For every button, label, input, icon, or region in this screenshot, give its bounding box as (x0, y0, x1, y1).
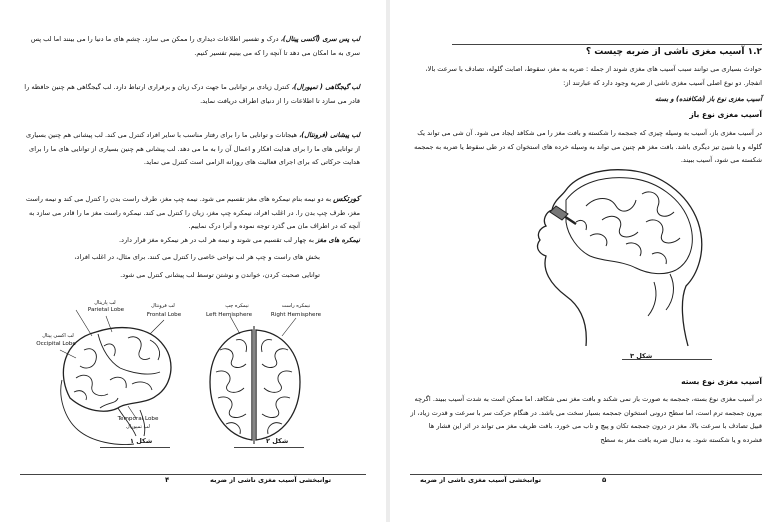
open-injury-title: آسیب مغزی نوع باز (689, 110, 762, 119)
figure-2-caption: شکل ۲ (266, 437, 289, 445)
label-occipital: Occipital Lobe (36, 341, 76, 347)
figure-3-caption: شکل ۳ (630, 352, 653, 360)
footer-rule (410, 474, 762, 475)
types-line: آسیب مغزی نوع باز (شکافنده) و بسته (655, 95, 762, 103)
term-cortex: کورتکس (333, 194, 360, 203)
label-parietal-fa: لب پاریتال (94, 300, 116, 306)
footer-title: توانبخشی آسیب مغزی ناشی از ضربه (420, 476, 542, 484)
paragraph-text: هیجانات و توانایی ما را برای رفتار مناسب با سایر افراد کنترل می کند. لب پیشانی هم چنین بسیاری از توانایی های ما را برای هدایت افکار و اعمال آن را به ما می دهد. لب پیشانی هم چنین بسیاری از توانایی های ما را برای هدایت حرکاتی که برای اجرای فعالیت های روزانه الزامی است کنترل می نماید. (25, 131, 360, 166)
paragraph-text: درک و تفسیر اطلاعات دیداری را ممکن می سازد. چشم های ما دنیا را می بینند اما لب پس سری به ما امکان می دهد تا آنچه را که می بینیم تفسیر کنیم. (30, 35, 360, 57)
left-page (0, 0, 386, 522)
brain-top-drawing (0, 0, 386, 522)
label-temporal: Temporal Lobe (117, 416, 159, 422)
label-frontal: Frontal Lobe (146, 312, 182, 318)
paragraph-text: به دو نیمه بنام نیمکره های مغز تقسیم می شود. نیمه چپ مغز، طرف راست بدن را کنترل می کند و نیمه راست مغز، طرف چپ بدن را. در اغلب افراد، نیمکره چپ مغز، زبان را کنترل می کند. نیمکره راست مغز ما را قادر می سازد به آنچه که در اطراف مان می گذرد توجه نموده و آنرا درک نماییم. (25, 195, 360, 230)
right-page (390, 0, 777, 522)
figure-1-caption: شکل ۱ (130, 437, 153, 445)
intro-paragraph: حوادث بسیاری می توانند سبب آسیب های مغزی شوند از جمله : ضربه به مغز، سقوط، اصابت گلوله، تصادف با سرعت بالا، انفجار. دو نوع اصلی آسیب مغزی ناشی از ضربه وجود دارد که عبارتند از: (425, 65, 762, 87)
term-hemispheres: نیمکره های مغز (316, 235, 360, 244)
paragraph-lobes-line3: توانایی صحبت کردن، خواندن و نوشتن توسط لب پیشانی کنترل می شود. (120, 271, 320, 279)
term-temporal: لب گیجگاهی ( تمپورال)، (291, 83, 360, 91)
closed-injury-text: در آسیب مغزی نوع بسته، جمجمه به صورت باز نمی شکند و بافت مغز نمی شکافد. اما ممکن است به شدت آسیب ببیند. اگرچه بیرون جمجمه ترم است، اما سطح درونی استخوان جمجمه بسیار سخت می باشد. در هنگام حرکت سر با سرعت و قدرت زیاد، از قبیل تصادف با سرعت بالا، مغز در درون جمجمه تکان و پیچ و تاب می خورد. بافت ظریف مغز می تواند در اثر این فشار ها فشرده و یا شکسته شود. به دنبال ضربه بافت مغز به سطح (410, 395, 762, 444)
open-injury-text: در آسیب مغزی باز، آسیب به وسیله چیزی که جمجمه را شکسته و بافت مغز را می شکافد ایجاد می شود. آن شی می تواند یک گلوله و یا شیئ تیز دیگری باشد. بافت مغز هم چنین می تواند به وسیله خرده های استخوان که در طی سقوط یا ضربه به جمجمه شکسته می شود، آسیب ببیند. (414, 129, 762, 164)
label-right-hemisphere-fa: نیمکره راست (281, 303, 311, 309)
paragraph-lobes-line2: بخش های راست و چپ هر لب نواحی خاصی را کنترل می کنند. برای مثال، در اغلب افراد، (74, 253, 320, 261)
footer-rule (20, 474, 366, 475)
label-left-hemisphere: Left Hemisphere (205, 312, 253, 318)
label-temporal-fa: لب تمپورال (126, 424, 150, 430)
label-frontal-fa: لب فرونتال (151, 303, 175, 309)
page-number: ۴ (165, 476, 170, 484)
term-frontal: لب پیشانی (فرونتال)، (299, 131, 360, 139)
page-number: ۵ (602, 476, 607, 484)
label-occipital-fa: لب اکسی پیتال (42, 333, 74, 339)
footer-title: توانبخشی آسیب مغزی ناشی از ضربه (210, 476, 332, 484)
term-occipital: لب پس سری (آکسی پیتال)، (280, 35, 360, 43)
figure-2-underline (234, 447, 304, 448)
section-title: ۱.۲ آسیب مغزی ناشی از ضربه چیست ؟ (585, 47, 762, 57)
paragraph-text: کنترل زیادی بر توانایی ما جهت درک زبان و برقراری ارتباط دارد. لب گیجگاهی هم چنین حافظه را قادر می سازد تا اطلاعات را از دنیای اطراف دریافت نماید. (24, 83, 360, 105)
label-left-hemisphere-fa: نیمکره چپ (225, 303, 249, 309)
label-right-hemisphere: Right Hemisphere (270, 312, 322, 318)
closed-injury-title: آسیب مغزی نوع بسته (681, 377, 762, 386)
paragraph-text: به چهار لب تقسیم می شوند و نیمه هر لب در هر نیمکره مغز قرار دارد. (118, 235, 317, 244)
label-parietal: Parietal Lobe (87, 307, 125, 313)
